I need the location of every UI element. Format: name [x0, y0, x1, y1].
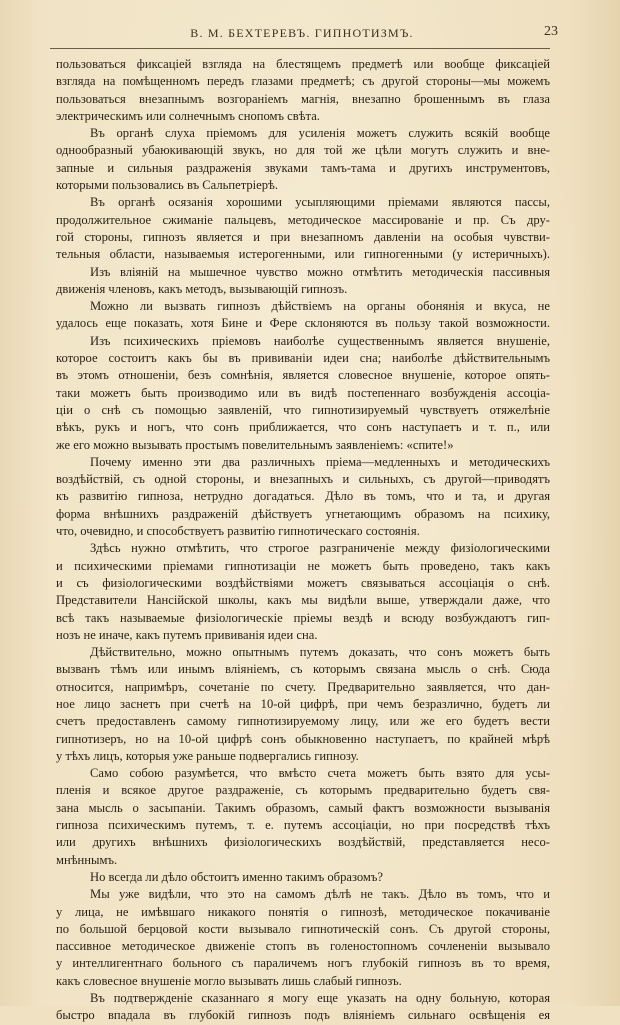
text-line: Дѣйствительно, можно опытнымъ путемъ доказать, что сонъ можетъ быть — [90, 645, 550, 660]
text-line: которое состоитъ какъ бы въ прививанiи идеи сна; наиболѣе дѣйствительнымъ — [56, 351, 550, 366]
text-line: ное лицо заснетъ при счетѣ на 10-ой цифрѣ, при чемъ безразлично, будетъ ли — [56, 696, 550, 711]
text-line: гипнотизеръ, но на 10-ой цифрѣ сонъ обыкновенно наступаетъ, по крайней мѣрѣ — [56, 731, 550, 746]
text-line: быстро впадала въ глубокiй гипнозъ подъ влiянiемъ сильнаго освѣщенiя ея — [56, 1008, 550, 1023]
text-line: однообразный убаюкивающiй звукъ, но для той же цѣли могутъ служить и вне- — [56, 143, 550, 158]
text-line: относится, напримѣръ, сочетанiе по счету. Предварительно заявляется, что дан- — [56, 679, 550, 694]
page-number: 23 — [544, 24, 558, 39]
text-line: у тѣхъ лицъ, которыя уже раньше подвергались гипнозу. — [56, 748, 359, 763]
text-line: удалось еще показать, хотя Бине и Фере склоняются въ пользу такой возможности. — [56, 316, 550, 331]
text-line: Въ подтвержденiе сказаннаго я могу еще указать на одну больную, которая — [90, 991, 550, 1006]
text-line: вызванъ тѣмъ или инымъ влiянiемъ, съ которымъ связана мысль о снѣ. Сюда — [56, 662, 550, 677]
text-line: взгляда на помѣщенномъ передъ глазами предметѣ; съ другой стороны—мы можемъ — [56, 74, 550, 89]
text-line: Можно ли вызвать гипнозъ дѣйствiемъ на органы обонянiя и вкуса, не — [90, 299, 550, 314]
text-line: запные и сильныя раздраженiя звуками тамъ-тама и другихъ инструментовъ, — [56, 160, 550, 175]
text-line: къ развитiю гипноза, нетрудно догадаться. Дѣло въ томъ, что и та, и другая — [56, 489, 550, 504]
text-line: которыми пользовались въ Сальпетрiерѣ. — [56, 178, 279, 193]
text-line: Само собою разумѣется, что вмѣсто счета можетъ быть взято для усы- — [90, 766, 550, 781]
text-line: какъ словесное внушенiе могло вызывать лишь слабый гипнозъ. — [56, 973, 402, 988]
text-line: гипноза психическимъ путемъ, т. е. путемъ ассоцiацiи, но при посредствѣ тѣхъ — [56, 818, 550, 833]
text-line: воздѣйствiй, съ одной стороны, и внезапныхъ и сильныхъ, съ другой—приводятъ — [56, 472, 550, 487]
text-line: Изъ влiянiй на мышечное чувство можно отмѣтить методическiя пассивныя — [90, 264, 550, 279]
text-line: что, очевидно, и способствуетъ развитiю гипнотическаго состоянiя. — [56, 524, 420, 539]
text-line: Представители Нансiйской школы, какъ мы видѣли выше, утверждали даже, что — [56, 593, 550, 608]
text-line: всѣ такъ называемые физiологическiе прiемы вездѣ и всюду возбуждаютъ гип- — [56, 610, 550, 625]
text-line: или другихъ внѣшнихъ физiологическихъ воздѣйствiй, представляется несо- — [56, 835, 550, 850]
text-line: счетъ предоставленъ самому гипнотизируемому лицу, или же его будетъ вести — [56, 714, 550, 729]
text-line: Въ органѣ слуха прiемомъ для усиленiя можетъ служить всякiй вообще — [90, 126, 550, 141]
text-line: вѣкъ, рукъ и ногъ, что сонъ приближается, что сонъ наступаетъ и т. п., или — [56, 420, 550, 435]
text-line: Въ органѣ осязанiя хорошими усыпляющими прiемами являются пассы, — [90, 195, 550, 210]
text-line: продолжительное сжиманiе пальцевъ, методическое массированiе и пр. Съ дру- — [56, 212, 550, 227]
text-line: пользоваться фиксацiей взгляда на блестящемъ предметѣ или вообще фиксацiей — [56, 57, 550, 71]
text-line: электрическимъ или солнечнымъ снопомъ свѣта. — [56, 108, 320, 123]
text-line: же его можно вызывать простымъ повелительнымъ заявленiемъ: «спите!» — [56, 437, 454, 452]
text-line: цiи о снѣ съ помощью заявленiй, что гипнотизируемый чувствуетъ отяжелѣнiе — [56, 402, 550, 417]
text-line: пассивное методическое движенiе стопъ въ голеностопномъ сочлененiи вызывало — [56, 939, 550, 954]
running-head: В. М. БЕХТЕРЕВЪ. ГИПНОТИЗМЪ. — [190, 26, 414, 40]
text-line: движенiя членовъ, какъ методъ, вызывающiй гипнозъ. — [56, 281, 348, 296]
text-line: Мы уже видѣли, что это на самомъ дѣлѣ не такъ. Дѣло въ томъ, что и — [90, 887, 550, 902]
text-line: Изъ психическихъ прiемовъ наиболѣе существеннымъ является внушенiе, — [90, 333, 550, 348]
text-line: и психическими прiемами гипнотизацiи не можетъ быть проведено, такъ какъ — [56, 558, 550, 573]
page-header — [54, 24, 558, 48]
text-line: зана мысль о засыпанiи. Такимъ образомъ, самый фактъ возможности вызыванiя — [56, 800, 550, 815]
text-line: гой стороны, гипнозъ является и при внезапномъ давленiи на особыя чувстви- — [56, 229, 550, 244]
text-line: у лица, не имѣвшаго никакого понятiя о гипнозѣ, методическое покачиванiе — [56, 904, 550, 919]
text-line: Почему именно эти два различныхъ прiема—медленныхъ и методическихъ — [90, 454, 550, 469]
text-line: мнѣннымъ. — [56, 852, 118, 867]
body-text — [56, 56, 550, 1025]
text-line: Но всегда ли дѣло обстоитъ именно такимъ образомъ? — [90, 869, 383, 884]
header-rule — [50, 48, 550, 49]
text-line: таки можетъ быть производимо или въ видѣ постепеннаго возбужденiя ассоцiа- — [56, 385, 550, 400]
text-line: пленiя и всякое другое раздраженiе, съ которымъ предварительно будетъ свя- — [56, 783, 550, 798]
text-line: у интеллигентнаго больного съ параличемъ ногъ глубокiй гипнозъ въ то время, — [56, 956, 550, 971]
text-line: и съ физiологическими воздѣйствiями можетъ связываться ассоцiацiя о снѣ. — [56, 575, 550, 590]
text-line: въ этомъ отношенiи, безъ сомнѣнiя, является словесное внушенiе, которое опять- — [56, 368, 550, 383]
text-line: нозъ не иначе, какъ путемъ прививанiя идеи сна. — [56, 627, 318, 642]
text-line: тельныя области, называемыя истерогенными, или гипногенными (у истеричныхъ). — [56, 247, 550, 262]
text-line: форма внѣшнихъ раздраженiй дѣйствуетъ угнетающимъ образомъ на психику, — [56, 506, 550, 521]
text-line: Здѣсь нужно отмѣтить, что строгое разграниченiе между физiологическими — [90, 541, 550, 556]
text-line: пользоваться внезапнымъ возгоранiемъ магнiя, внезапно брошеннымъ въ глаза — [56, 91, 550, 106]
text-line: по большой берцовой кости вызывало гипнотическiй сонъ. Съ другой стороны, — [56, 921, 550, 936]
